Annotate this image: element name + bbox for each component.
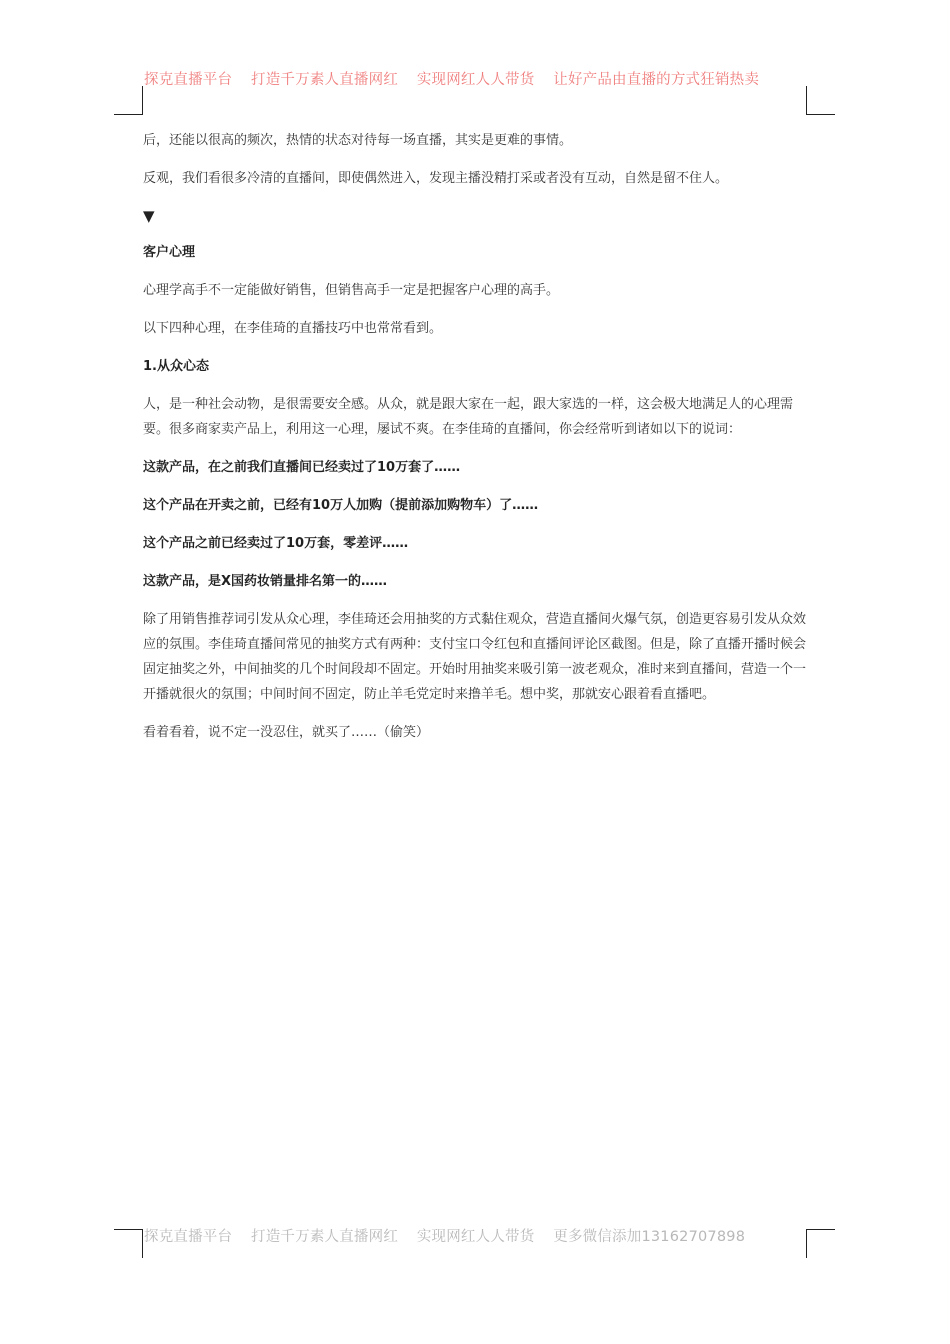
paragraph: 人，是一种社会动物，是很需要安全感。从众，就是跟大家在一起，跟大家选的一样，这会极大地满足人的心理需要。很多商家卖产品上，利用这一心理，屡试不爽。在李佳琦的直播间，你会经常听到诸如以下的说词： (143, 397, 794, 437)
paragraph: 看着看着，说不定一没忍住，就买了……（偷笑） (143, 725, 430, 740)
document-body (143, 128, 807, 758)
section-title: 客户心理 (143, 245, 196, 260)
page-footer (144, 1225, 844, 1246)
header-item: 实现网红人人带货 (416, 72, 535, 88)
header-item: 探克直播平台 (144, 72, 233, 88)
footer-item: 实现网红人人带货 (416, 1229, 535, 1245)
paragraph: 后，还能以很高的频次，热情的状态对待每一场直播，其实是更难的事情。 (143, 133, 573, 148)
quote-line: 这款产品，在之前我们直播间已经卖过了10万套了…… (143, 460, 461, 475)
crop-mark-top-left (114, 86, 143, 115)
quote-line: 这个产品在开卖之前，已经有10万人加购（提前添加购物车）了…… (143, 498, 539, 513)
quote-line: 这个产品之前已经卖过了10万套，零差评…… (143, 536, 409, 551)
crop-mark-bottom-left (114, 1229, 143, 1258)
footer-item: 探克直播平台 (144, 1229, 233, 1245)
paragraph: 除了用销售推荐词引发从众心理，李佳琦还会用抽奖的方式黏住观众，营造直播间火爆气氛，创造更容易引发从众效应的氛围。李佳琦直播间常见的抽奖方式有两种：支付宝口令红包和直播间评论区截图。但是，除了直播开播时候会固定抽奖之外，中间抽奖的几个时间段却不固定。开始时用抽奖来吸引第一波老观众，准时来到直播间，营造一个一开播就很火的氛围；中间时间不固定，防止羊毛党定时来撸羊毛。想中奖，那就安心跟着看直播吧。 (143, 612, 807, 702)
footer-item: 打造千万素人直播网红 (251, 1229, 399, 1245)
quote-line: 这款产品，是X国药妆销量排名第一的…… (143, 574, 388, 589)
paragraph: 心理学高手不一定能做好销售，但销售高手一定是把握客户心理的高手。 (143, 283, 560, 298)
down-arrow-icon: ▼ (143, 207, 155, 225)
header-item: 打造千万素人直播网红 (251, 72, 399, 88)
page-header (144, 68, 844, 89)
crop-mark-top-right (806, 86, 835, 115)
paragraph: 反观，我们看很多冷清的直播间，即使偶然进入，发现主播没精打采或者没有互动，自然是留不住人。 (143, 171, 729, 186)
header-item: 让好产品由直播的方式狂销热卖 (553, 72, 760, 88)
subsection-title: 1.从众心态 (143, 359, 209, 374)
paragraph: 以下四种心理，在李佳琦的直播技巧中也常常看到。 (143, 321, 443, 336)
footer-item: 更多微信添加13162707898 (553, 1229, 746, 1245)
